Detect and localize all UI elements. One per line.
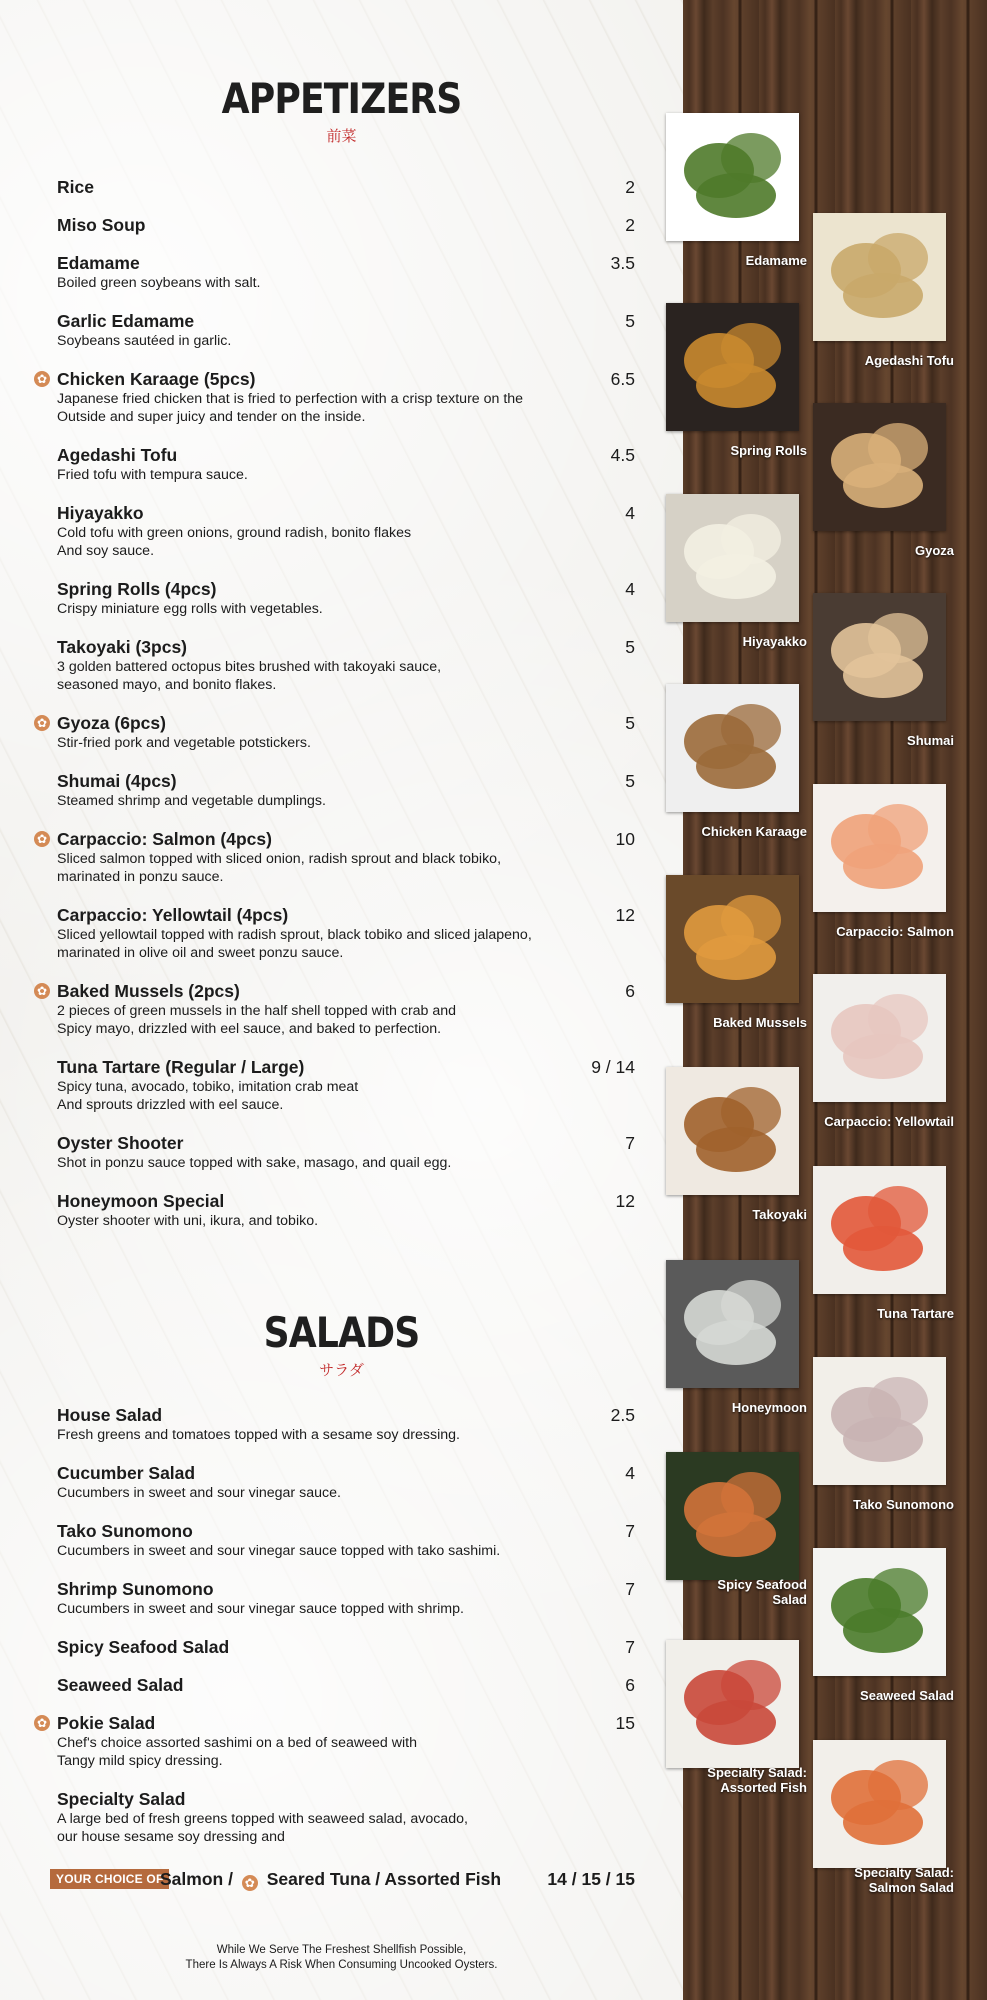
salads-title: SALADS xyxy=(263,1308,420,1357)
photo-caption: Carpaccio: Yellowtail xyxy=(824,1114,954,1129)
menu-item-description: Cucumbers in sweet and sour vinegar sauce topped with tako sashimi. xyxy=(57,1543,501,1559)
menu-item-price: 6 xyxy=(625,981,635,1001)
menu-item-price: 2 xyxy=(625,177,635,197)
photo-caption: Honeymoon xyxy=(731,1400,807,1415)
photo-caption: Edamame xyxy=(745,253,807,268)
menu-item-name: Gyoza (6pcs) xyxy=(57,713,166,733)
menu-item-price: 15 xyxy=(615,1713,635,1733)
menu-item-description: Spicy tuna, avocado, tobiko, imitation crab meat xyxy=(57,1079,359,1095)
menu-item-description: 3 golden battered octopus bites brushed with takoyaki sauce, xyxy=(57,659,442,675)
gyoza-photo xyxy=(813,403,946,531)
appetizers-header xyxy=(0,74,683,146)
menu-item-name: Honeymoon Special xyxy=(57,1191,225,1211)
menu-item-name: Agedashi Tofu xyxy=(57,445,178,465)
spicy-seafood-salad-photo xyxy=(666,1452,799,1580)
menu-item xyxy=(57,1788,635,1846)
menu-item xyxy=(57,310,635,350)
tako-sunomono-photo xyxy=(813,1357,946,1485)
menu-item-description: Spicy mayo, drizzled with eel sauce, and baked to perfection. xyxy=(57,1021,442,1037)
baked-mussels-photo xyxy=(666,875,799,1003)
menu-item-description: 2 pieces of green mussels in the half shell topped with crab and xyxy=(57,1003,457,1019)
menu-item-name: Spicy Seafood Salad xyxy=(57,1637,230,1657)
menu-item-price: 5 xyxy=(625,713,635,733)
menu-item-price: 7 xyxy=(625,1637,635,1657)
menu-item xyxy=(57,1462,635,1502)
menu-item xyxy=(57,1190,635,1230)
footer-disclaimer xyxy=(0,1943,683,1973)
menu-item-name: Spring Rolls (4pcs) xyxy=(57,579,217,599)
menu-item xyxy=(57,1636,635,1658)
photo-caption: Carpaccio: Salmon xyxy=(836,924,954,939)
carpaccio-salmon-photo xyxy=(813,784,946,912)
menu-item-description: Shot in ponzu sauce topped with sake, masago, and quail egg. xyxy=(57,1155,452,1171)
menu-item-price: 12 xyxy=(615,1191,635,1211)
menu-item-description: Steamed shrimp and vegetable dumplings. xyxy=(57,793,326,809)
menu-item xyxy=(57,176,635,198)
specialty-salad-fish-photo xyxy=(666,1640,799,1768)
menu-item-price: 5 xyxy=(625,637,635,657)
menu-item-price: 5 xyxy=(625,311,635,331)
menu-item xyxy=(57,1132,635,1172)
menu-item-price: 2.5 xyxy=(610,1405,635,1425)
menu-item-description: Cucumbers in sweet and sour vinegar sauce. xyxy=(57,1485,341,1501)
menu-item-description: Chef's choice assorted sashimi on a bed of seaweed with xyxy=(57,1735,417,1751)
photo-caption: Shumai xyxy=(907,733,954,748)
menu-item-name: Specialty Salad xyxy=(57,1789,186,1809)
menu-item xyxy=(57,444,635,484)
menu-item xyxy=(57,578,635,618)
menu-item-description: seasoned mayo, and bonito flakes. xyxy=(57,677,277,693)
menu-item-name: Cucumber Salad xyxy=(57,1463,196,1483)
menu-item xyxy=(57,770,635,810)
photo-caption: Spicy Seafood Salad xyxy=(717,1577,807,1607)
menu-item-description: Boiled green soybeans with salt. xyxy=(57,275,261,291)
chef-special-icon: ✿ xyxy=(242,1875,258,1891)
chef-special-icon: ✿ xyxy=(34,831,50,847)
menu-item-description: Soybeans sautéed in garlic. xyxy=(57,333,232,349)
specialty-salad-choice xyxy=(50,1866,635,1892)
menu-item xyxy=(57,1404,635,1444)
menu-item-description: marinated in olive oil and sweet ponzu sauce. xyxy=(57,945,344,961)
menu-item-price: 7 xyxy=(625,1133,635,1153)
photo-caption: Specialty Salad: Assorted Fish xyxy=(707,1765,807,1795)
menu-item-price: 6 xyxy=(625,1675,635,1695)
shumai-photo xyxy=(813,593,946,721)
menu-item xyxy=(57,1056,635,1114)
menu-item xyxy=(57,636,635,694)
menu-item-price: 6.5 xyxy=(610,369,635,389)
menu-item-description: And soy sauce. xyxy=(57,543,155,559)
photo-caption: Hiyayakko xyxy=(742,634,807,649)
menu-item xyxy=(36,980,635,1038)
menu-item-description: Oyster shooter with uni, ikura, and tobiko. xyxy=(57,1213,319,1229)
menu-item-description: A large bed of fresh greens topped with seaweed salad, avocado, xyxy=(57,1811,468,1827)
chef-special-icon: ✿ xyxy=(34,983,50,999)
tuna-tartare-photo xyxy=(813,1166,946,1294)
photo-caption: Spring Rolls xyxy=(730,443,807,458)
agedashi-tofu-photo xyxy=(813,213,946,341)
menu-item xyxy=(36,368,635,426)
hiyayakko-photo xyxy=(666,494,799,622)
menu-item-name: House Salad xyxy=(57,1405,163,1425)
menu-item-description: our house sesame soy dressing and xyxy=(57,1829,285,1845)
menu-item-name: Shumai (4pcs) xyxy=(57,771,177,791)
appetizers-title: APPETIZERS xyxy=(221,74,462,123)
choice-option-others: Seared Tuna / Assorted Fish xyxy=(266,1869,502,1889)
menu-item-description: Fresh greens and tomatoes topped with a sesame soy dressing. xyxy=(57,1427,460,1443)
chicken-karaage-photo xyxy=(666,684,799,812)
chef-special-icon: ✿ xyxy=(34,715,50,731)
choice-price: 14 / 15 / 15 xyxy=(547,1869,635,1889)
menu-item-price: 5 xyxy=(625,771,635,791)
menu-item-description: Cold tofu with green onions, ground radish, bonito flakes xyxy=(57,525,412,541)
photo-caption: Agedashi Tofu xyxy=(864,353,954,368)
menu-item-name: Miso Soup xyxy=(57,215,146,235)
menu-item-price: 2 xyxy=(625,215,635,235)
menu-item-description: Outside and super juicy and tender on the inside. xyxy=(57,409,366,425)
menu-item-price: 3.5 xyxy=(610,253,635,273)
menu-item-price: 4 xyxy=(625,503,635,523)
menu-item xyxy=(57,252,635,292)
menu-item xyxy=(57,1674,635,1696)
salads-header xyxy=(0,1308,683,1380)
menu-item-price: 10 xyxy=(615,829,635,849)
menu-item xyxy=(57,214,635,236)
menu-item-name: Oyster Shooter xyxy=(57,1133,184,1153)
photo-caption: Tuna Tartare xyxy=(877,1306,954,1321)
menu-item-price: 4.5 xyxy=(610,445,635,465)
salads-subtitle: サラダ xyxy=(319,1362,364,1379)
edamame-photo xyxy=(666,113,799,241)
menu-item-name: Takoyaki (3pcs) xyxy=(57,637,188,657)
photo-caption: Seaweed Salad xyxy=(860,1688,954,1703)
takoyaki-photo xyxy=(666,1067,799,1195)
menu-item xyxy=(57,1578,635,1618)
menu-item xyxy=(57,904,635,962)
photo-caption: Tako Sunomono xyxy=(853,1497,954,1512)
menu-item xyxy=(57,1520,635,1560)
your-choice-tag: YOUR CHOICE OF xyxy=(50,1869,169,1889)
menu-item xyxy=(36,1712,635,1770)
footer-line-1: While We Serve The Freshest Shellfish Possible, xyxy=(216,1944,467,1956)
spring-rolls-photo xyxy=(666,303,799,431)
menu-item-price: 12 xyxy=(615,905,635,925)
menu-item-description: Crispy miniature egg rolls with vegetables. xyxy=(57,601,323,617)
menu-item-description: And sprouts drizzled with eel sauce. xyxy=(57,1097,284,1113)
choice-options xyxy=(160,1866,501,1892)
menu-item-description: Fried tofu with tempura sauce. xyxy=(57,467,248,483)
menu-item-description: Stir-fried pork and vegetable potstickers. xyxy=(57,735,311,751)
menu-item xyxy=(36,828,635,886)
menu-item-name: Chicken Karaage (5pcs) xyxy=(57,369,256,389)
menu-item-description: Sliced yellowtail topped with radish sprout, black tobiko and sliced jalapeno, xyxy=(57,927,532,943)
menu-item-description: Cucumbers in sweet and sour vinegar sauce topped with shrimp. xyxy=(57,1601,464,1617)
menu-item-description: Sliced salmon topped with sliced onion, radish sprout and black tobiko, xyxy=(57,851,502,867)
chef-special-icon: ✿ xyxy=(34,1715,50,1731)
menu-item-description: Japanese fried chicken that is fried to perfection with a crisp texture on the xyxy=(57,391,524,407)
carpaccio-yellowtail-photo xyxy=(813,974,946,1102)
photo-caption: Gyoza xyxy=(914,543,954,558)
menu-item-name: Baked Mussels (2pcs) xyxy=(57,981,240,1001)
photo-caption: Chicken Karaage xyxy=(701,824,807,839)
honeymoon-photo xyxy=(666,1260,799,1388)
seaweed-salad-photo xyxy=(813,1548,946,1676)
photo-caption: Takoyaki xyxy=(752,1207,807,1222)
menu-item-name: Tuna Tartare (Regular / Large) xyxy=(57,1057,305,1077)
menu-item-name: Carpaccio: Yellowtail (4pcs) xyxy=(57,905,289,925)
menu-item-name: Rice xyxy=(57,177,94,197)
menu-item-price: 7 xyxy=(625,1579,635,1599)
photo-caption: Specialty Salad: Salmon Salad xyxy=(854,1865,954,1895)
menu-item-price: 4 xyxy=(625,579,635,599)
specialty-salad-salmon-photo xyxy=(813,1740,946,1868)
menu-item xyxy=(36,712,635,752)
menu-item-name: Hiyayakko xyxy=(57,503,144,523)
footer-line-2: There Is Always A Risk When Consuming Uncooked Oysters. xyxy=(185,1959,498,1971)
menu-item-name: Carpaccio: Salmon (4pcs) xyxy=(57,829,272,849)
chef-special-icon: ✿ xyxy=(34,371,50,387)
photo-caption: Baked Mussels xyxy=(713,1015,807,1030)
menu-item-name: Pokie Salad xyxy=(57,1713,156,1733)
menu-item-name: Edamame xyxy=(57,253,140,273)
choice-option-salmon: Salmon / xyxy=(160,1869,233,1889)
menu-item-name: Garlic Edamame xyxy=(57,311,195,331)
menu-item-description: Tangy mild spicy dressing. xyxy=(57,1753,223,1769)
menu-item-price: 7 xyxy=(625,1521,635,1541)
menu-item-price: 4 xyxy=(625,1463,635,1483)
menu-item-description: marinated in ponzu sauce. xyxy=(57,869,224,885)
menu-item-name: Shrimp Sunomono xyxy=(57,1579,214,1599)
menu-item-price: 9 / 14 xyxy=(591,1057,635,1077)
menu-item xyxy=(57,502,635,560)
menu-item-name: Tako Sunomono xyxy=(57,1521,193,1541)
appetizers-subtitle: 前菜 xyxy=(326,128,357,145)
menu-item-name: Seaweed Salad xyxy=(57,1675,184,1695)
